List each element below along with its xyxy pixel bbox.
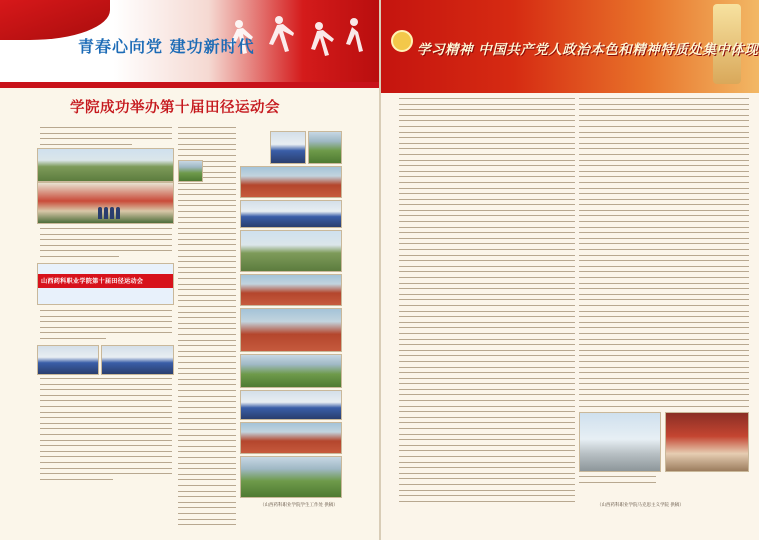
right-banner: [381, 0, 759, 93]
photo-memorial-hall: [665, 412, 749, 472]
photo-relay: [240, 274, 342, 306]
photo-athletes-2: [308, 131, 342, 164]
photo-rope-jump: [240, 390, 342, 420]
photo-team-lineup: [240, 200, 342, 228]
party-emblem-icon: [391, 30, 413, 52]
photo-tug: [240, 422, 342, 454]
sports-meet-banner-photo: [37, 263, 174, 305]
banner-stripe: [0, 82, 379, 88]
photo-sprint: [240, 308, 342, 352]
photo-race-1: [240, 166, 342, 198]
sports-meet-banner-text: 山西药科职业学院第十届田径运动会: [41, 278, 144, 285]
right-banner-slogan: 学习精神 中国共产党人政治本色和精神特质处集中体现: [417, 42, 759, 58]
photo-small-left-1: [178, 160, 203, 182]
right-page: [381, 0, 759, 540]
right-footer-note: （山西药科职业学院马克思主义学院 供稿）: [597, 503, 684, 508]
left-page: [0, 0, 379, 540]
photo-high-jump: [240, 230, 342, 272]
left-banner-slogan: 青春心向党 建功新时代: [78, 37, 255, 56]
photo-captions: [579, 476, 749, 490]
photo-grandstand: [37, 182, 174, 224]
photo-stadium-parade: [37, 148, 174, 182]
body-text-3: [40, 378, 172, 490]
middle-column-text: [178, 127, 236, 527]
left-footer-note: （山西药科职业学院学生工作处 供稿）: [260, 503, 338, 508]
article-headline: 学院成功举办第十届田径运动会: [70, 100, 280, 116]
right-column-1-text: [399, 98, 575, 506]
left-banner: [0, 0, 379, 88]
body-text-1: [40, 228, 172, 262]
photo-athletes-1: [270, 131, 306, 164]
body-text-2: [40, 310, 172, 344]
intro-text: [40, 127, 172, 147]
photo-student-team: [37, 345, 99, 375]
photo-monument: [579, 412, 661, 472]
photo-award: [240, 456, 342, 498]
photo-field-event: [240, 354, 342, 388]
photo-marching-group: [101, 345, 174, 375]
right-column-2-text: [579, 98, 749, 408]
